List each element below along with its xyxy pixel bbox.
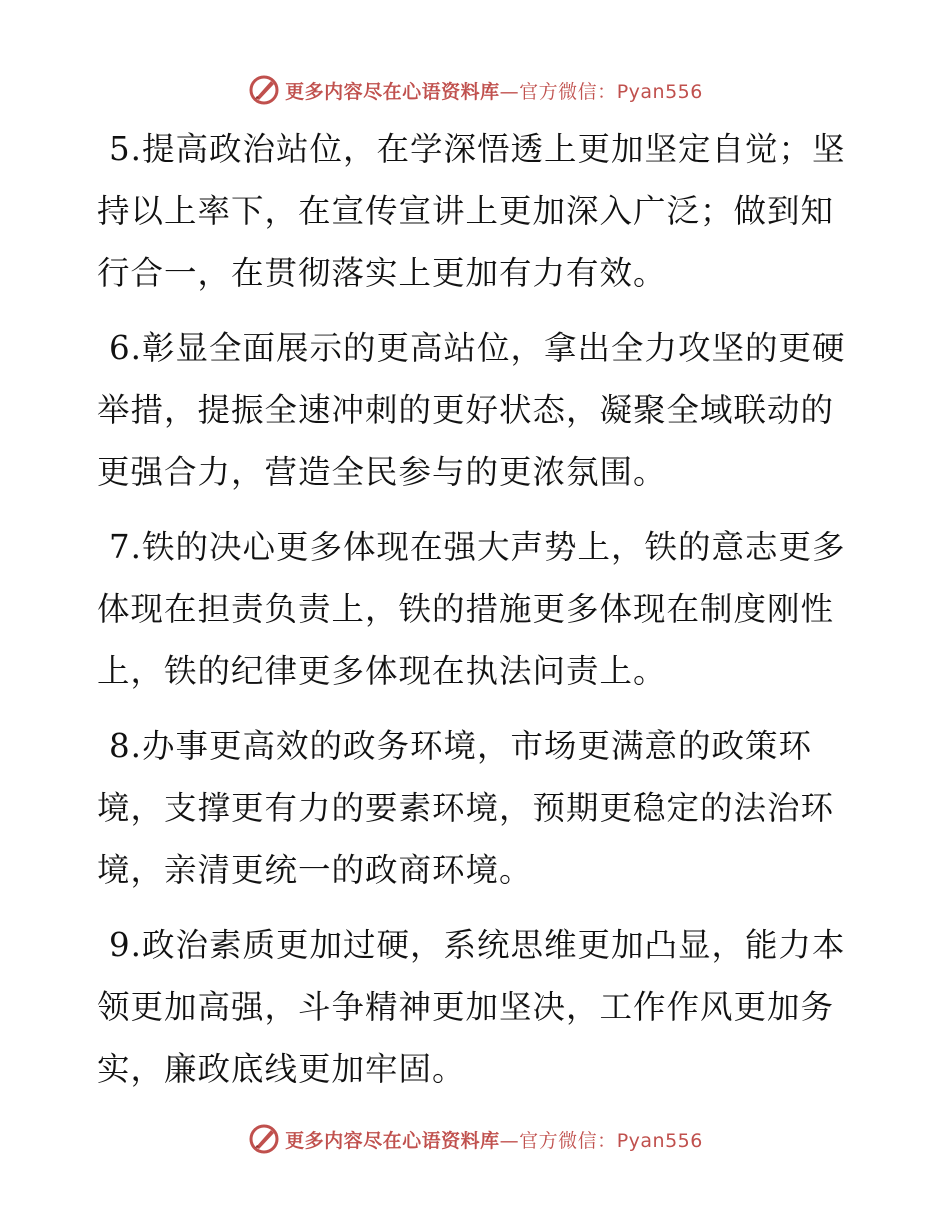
banner-dash: — xyxy=(499,80,520,103)
wechat-label: 官方微信： xyxy=(519,80,617,103)
document-body xyxy=(97,118,853,1113)
quill-logo-icon xyxy=(247,73,281,107)
brand-text: 更多内容尽在心语资料库 xyxy=(285,1129,500,1152)
paragraph-6: 6.彰显全面展示的更高站位，拿出全力攻坚的更硬举措，提振全速冲刺的更好状态，凝聚全域联动的更强合力，营造全民参与的更浓氛围。 xyxy=(97,329,846,491)
wechat-label: 官方微信： xyxy=(519,1129,617,1152)
paragraph-5: 5.提高政治站位，在学深悟透上更加坚定自觉；坚持以上率下，在宣传宣讲上更加深入广泛；做到知行合一，在贯彻落实上更加有力有效。 xyxy=(97,130,846,292)
paragraph-8: 8.办事更高效的政务环境，市场更满意的政策环境，支撑更有力的要素环境，预期更稳定的法治环境，亲清更统一的政商环境。 xyxy=(97,727,835,889)
wechat-id: Pyan556 xyxy=(616,80,703,103)
footer-watermark xyxy=(0,1119,950,1159)
wechat-id: Pyan556 xyxy=(616,1129,703,1152)
brand-text: 更多内容尽在心语资料库 xyxy=(285,80,500,103)
paragraph-9: 9.政治素质更加过硬，系统思维更加凸显，能力本领更加高强，斗争精神更加坚决，工作作风更加务实，廉政底线更加牢固。 xyxy=(97,926,846,1088)
banner-dash: — xyxy=(499,1129,520,1152)
paragraph-7: 7.铁的决心更多体现在强大声势上，铁的意志更多体现在担责负责上，铁的措施更多体现在制度刚性上，铁的纪律更多体现在执法问责上。 xyxy=(97,528,846,690)
quill-logo-icon xyxy=(247,1122,281,1156)
header-watermark xyxy=(0,70,950,110)
